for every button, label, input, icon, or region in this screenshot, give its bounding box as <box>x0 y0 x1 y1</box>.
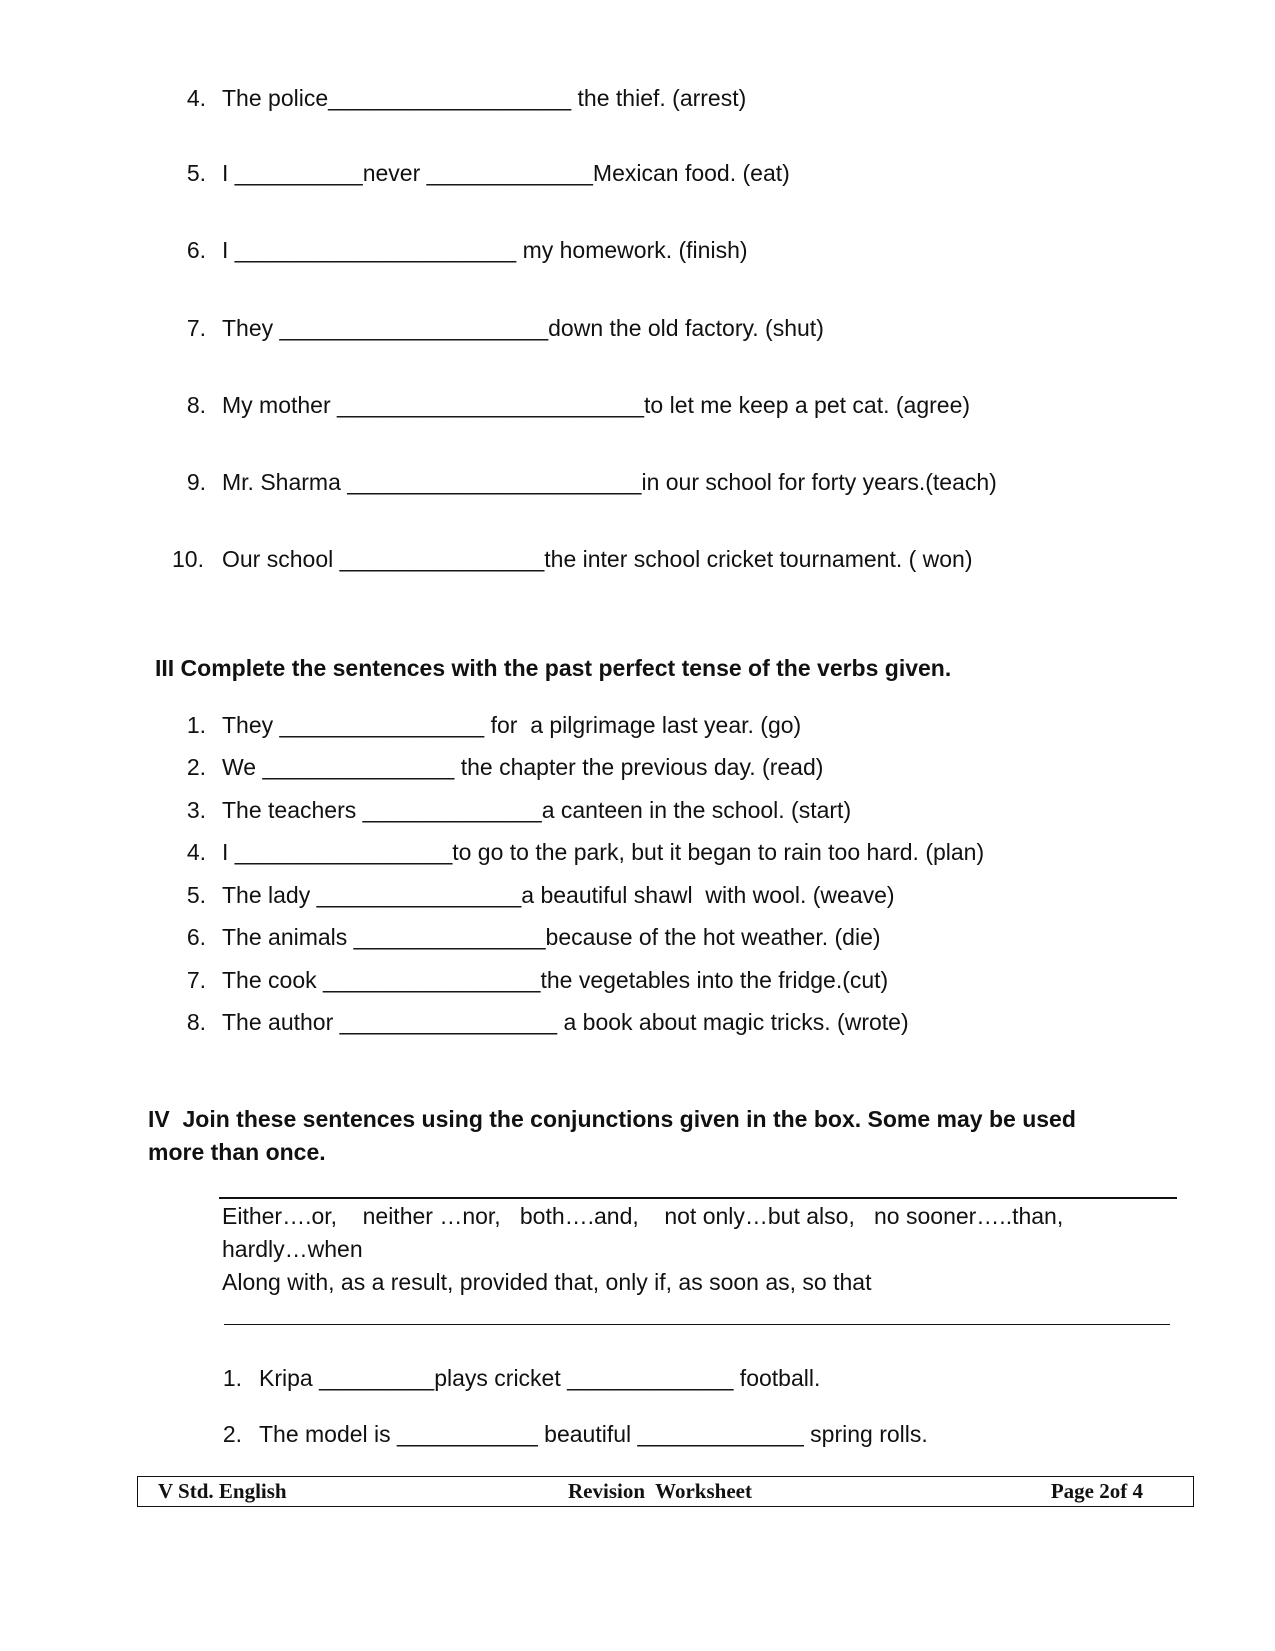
section-heading: III Complete the sentences with the past perfect tense of the verbs given. <box>155 655 952 681</box>
sentence-item: The lady ________________a beautiful shawl with wool. (weave) <box>222 882 895 908</box>
item-number: 3. <box>186 797 206 823</box>
sentence-item: Mr. Sharma _______________________in our school for forty years.(teach) <box>222 469 997 495</box>
sentence-item: The animals _______________because of the hot weather. (die) <box>222 924 881 950</box>
sentence-item: I __________never _____________Mexican food. (eat) <box>222 160 790 186</box>
item-number: 2. <box>186 754 206 780</box>
conjunction-list: Either….or, neither …nor, both….and, not only…but also, no sooner…..than, <box>222 1203 1064 1229</box>
item-number: 8. <box>186 1009 206 1035</box>
item-number: 9. <box>186 469 206 495</box>
footer-page-number: Page 2of 4 <box>1050 1479 1143 1503</box>
item-number: 7. <box>186 967 206 993</box>
page-footer <box>137 1476 1194 1507</box>
item-number: 7. <box>186 315 206 341</box>
section-heading: IV Join these sentences using the conjunctions given in the box. Some may be used <box>148 1106 1076 1132</box>
sentence-item: The police___________________ the thief. (arrest) <box>222 85 747 111</box>
sentence-item: They _____________________down the old factory. (shut) <box>222 315 824 341</box>
sentence-item: My mother ________________________to let me keep a pet cat. (agree) <box>222 392 971 418</box>
conjunction-list: Along with, as a result, provided that, only if, as soon as, so that <box>222 1269 872 1295</box>
sentence-item: They ________________ for a pilgrimage last year. (go) <box>222 712 802 738</box>
conjunction-list: hardly…when <box>222 1236 363 1262</box>
footer-title: Revision Worksheet <box>568 1479 752 1503</box>
item-number: 4. <box>186 85 206 111</box>
item-number: 8. <box>186 392 206 418</box>
footer-class-subject: V Std. English <box>158 1479 287 1503</box>
sentence-item: I ______________________ my homework. (finish) <box>222 237 748 263</box>
item-number: 10. <box>172 546 204 572</box>
sentence-item: Kripa _________plays cricket _____________ football. <box>259 1365 821 1391</box>
item-number: 4. <box>186 839 206 865</box>
item-number: 6. <box>186 924 206 950</box>
sentence-item: The cook _________________the vegetables into the fridge.(cut) <box>222 967 889 993</box>
sentence-item: The author _________________ a book about magic tricks. (wrote) <box>222 1009 909 1035</box>
sentence-item: The teachers ______________a canteen in the school. (start) <box>222 797 852 823</box>
item-number: 6. <box>186 237 206 263</box>
sentence-item: We _______________ the chapter the previous day. (read) <box>222 754 824 780</box>
item-number: 5. <box>186 882 206 908</box>
box-bottom-rule <box>224 1324 1170 1325</box>
item-number: 1. <box>222 1365 242 1391</box>
sentence-item: I _________________to go to the park, but it began to rain too hard. (plan) <box>222 839 985 865</box>
item-number: 1. <box>186 712 206 738</box>
item-number: 2. <box>222 1421 242 1447</box>
sentence-item: Our school ________________the inter school cricket tournament. ( won) <box>222 546 973 572</box>
section-heading-continued: more than once. <box>148 1139 326 1165</box>
box-top-rule <box>219 1197 1177 1199</box>
item-number: 5. <box>186 160 206 186</box>
sentence-item: The model is ___________ beautiful _____________ spring rolls. <box>259 1421 928 1447</box>
